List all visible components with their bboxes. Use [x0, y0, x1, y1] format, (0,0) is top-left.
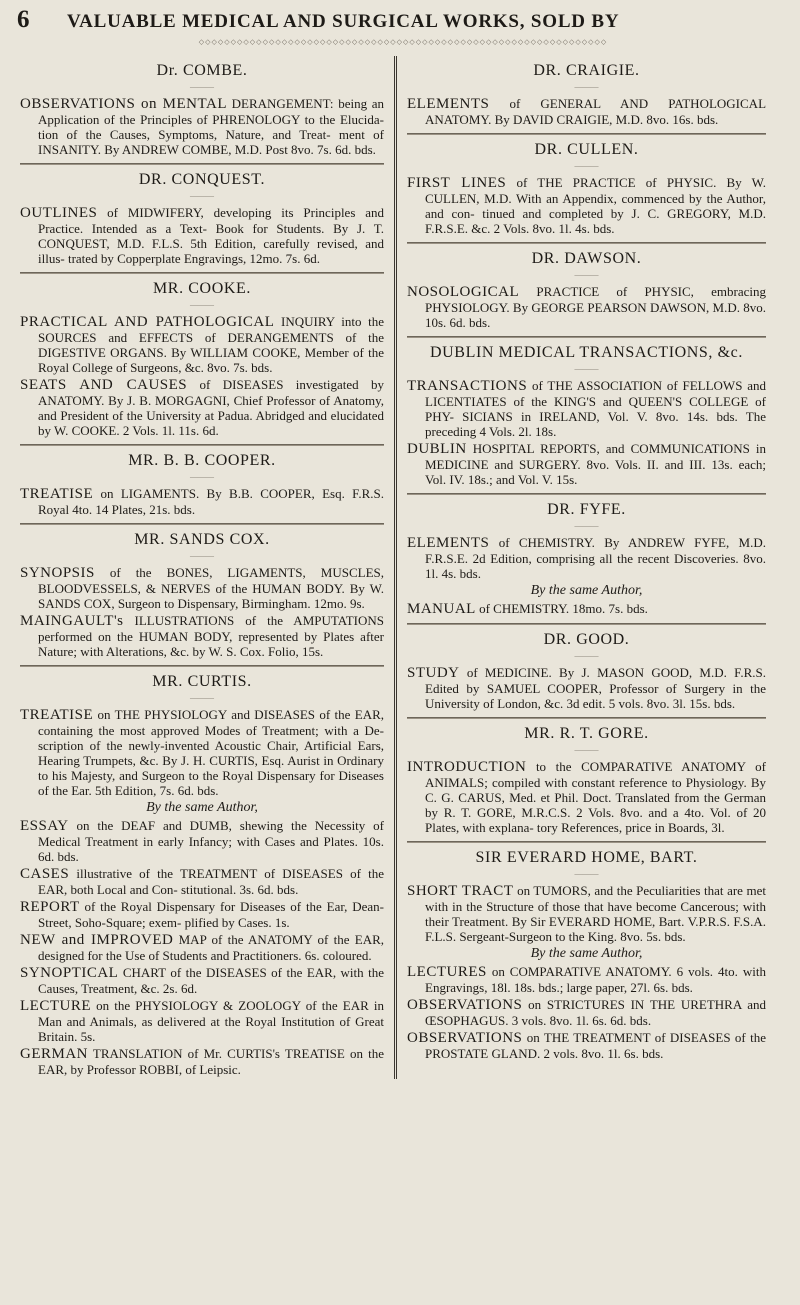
- section-divider: [407, 242, 766, 244]
- catalogue-entry: [20, 205, 384, 266]
- catalogue-entry: [407, 175, 766, 236]
- entry-description: on STRICTURES IN THE URETHRA and ŒSOPHAGUS. 3 vols. 8vo. 1l. 6s. 6d. bds.: [425, 997, 766, 1028]
- entry-title: TREATISE: [20, 707, 94, 723]
- heading-dash: ———: [190, 300, 214, 309]
- same-author-note: By the same Author,: [146, 800, 258, 815]
- columns: [14, 56, 782, 1079]
- entry-description: of THE PRACTICE of PHYSIC. By W. CULLEN, M.D. With an Appendix, commenced by the Author, and con- tinued and completed by J. C. GREGORY, M.D. F.R.S.E. &c. 2 Vols. 8vo. 1l. 4s. bds.: [425, 175, 766, 236]
- entry-title: NEW and IMPROVED: [20, 932, 174, 948]
- heading-dash: ———: [574, 270, 599, 279]
- section-divider: [407, 133, 766, 135]
- entry-description: on LIGAMENTS. By B.B. COOPER, Esq. F.R.S. Royal 4to. 14 Plates, 21s. bds.: [38, 486, 385, 517]
- entry-title: SHORT TRACT: [407, 883, 514, 899]
- entry-description: MAP of the ANATOMY of the EAR, designed for the Use of Students and Practitioners. 6s. coloured.: [38, 932, 385, 963]
- entry-description: DERANGEMENT: being an Application of the Principles of PHRENOLOGY to the Elucida- tion of the Causes, Symptoms, Nature, and Treat- ment of INSANITY. By ANDREW COMBE, M.D. Post 8vo. 7s. 6d. bds.: [38, 96, 384, 157]
- catalogue-entry: [407, 284, 766, 330]
- section-divider: [20, 444, 384, 446]
- author-heading: DR. FYFE.: [547, 501, 626, 518]
- left-column: [14, 56, 394, 1079]
- heading-dash: ———: [574, 161, 599, 170]
- catalogue-entry: [20, 486, 384, 517]
- page-number: 6: [17, 6, 30, 33]
- author-heading: DUBLIN MEDICAL TRANSACTIONS, &c.: [430, 344, 743, 361]
- author-heading: MR. CURTIS.: [152, 673, 252, 690]
- section-divider: [407, 841, 766, 843]
- entry-description: of the BONES, LIGAMENTS, MUSCLES, BLOODVESSELS, & NERVES of the HUMAN BODY. By W. SANDS COX, Surgeon to Dispensary, Birmingham. 12mo. 9s.: [38, 565, 384, 611]
- catalogue-entry: [407, 535, 766, 581]
- catalogue-entry: [407, 883, 766, 944]
- catalogue-entry: [20, 998, 384, 1044]
- entry-title: ESSAY: [20, 818, 69, 834]
- section-divider: [407, 717, 766, 719]
- section-divider: [407, 623, 766, 625]
- entry-title: OBSERVATIONS on MENTAL: [20, 96, 227, 112]
- catalogue-entry: [407, 96, 766, 127]
- entry-description: on COMPARATIVE ANATOMY. 6 vols. 4to. with Engravings, 18l. 18s. bds.; large paper, 27l. 6s. bds.: [425, 964, 766, 995]
- heading-dash: ———: [574, 364, 599, 373]
- heading-dash: ———: [574, 869, 599, 878]
- heading-dash: ———: [574, 521, 599, 530]
- entry-description: of DISEASES investigated by ANATOMY. By J. B. MORGAGNI, Chief Professor of Anatomy, and President of the University at Padua. Abridged and elucidated by W. COOKE. 2 Vols. 1l. 11s. 6d.: [38, 377, 385, 438]
- entry-title: PRACTICAL AND PATHOLOGICAL: [20, 314, 275, 330]
- entry-title: MANUAL: [407, 601, 476, 617]
- entry-title: TRANSACTIONS: [407, 378, 528, 394]
- entry-description: of THE ASSOCIATION of FELLOWS and LICENTIATES of the KING'S and QUEEN'S COLLEGE of PHY- SICIANS in IRELAND, Vol. V. 8vo. 14s. bds. The preceding 4 Vols. 2l. 18s.: [425, 378, 767, 439]
- entry-description: INQUIRY into the SOURCES and EFFECTS of DERANGEMENTS of the DIGESTIVE ORGANS. By WILLIAM COOKE, Member of the Royal College of Surgeons, &c. 8vo. 7s. bds.: [38, 314, 385, 375]
- entry-description: of the Royal Dispensary for Diseases of the Ear, Dean-Street, Soho-Square; exem- plified by Cases. 1s.: [38, 899, 384, 930]
- catalogue-entry: [20, 314, 384, 375]
- author-heading: MR. B. B. COOPER.: [128, 452, 276, 469]
- entry-title: SYNOPSIS: [20, 565, 95, 581]
- author-heading: DR. GOOD.: [543, 631, 630, 648]
- entry-description: on the DEAF and DUMB, shewing the Necessity of Medical Treatment in early Infancy; with Cases and Plates. 10s. 6d. bds.: [38, 818, 385, 864]
- catalogue-entry: [20, 965, 384, 996]
- ornamental-rule: ◇◇◇◇◇◇◇◇◇◇◇◇◇◇◇◇◇◇◇◇◇◇◇◇◇◇◇◇◇◇◇◇◇◇◇◇◇◇◇◇◇◇◇◇◇◇◇◇◇◇◇◇◇◇◇◇◇◇◇◇◇◇◇◇: [198, 38, 608, 46]
- entry-description: PRACTICE of PHYSIC, embracing PHYSIOLOGY. By GEORGE PEARSON DAWSON, M.D. 8vo. 10s. 6d. bds.: [425, 284, 766, 330]
- catalogue-entry: [20, 932, 384, 963]
- section-divider: [20, 272, 384, 274]
- catalogue-entry: [407, 759, 766, 835]
- catalogue-entry: [20, 707, 384, 798]
- catalogue-entry: [407, 441, 766, 487]
- entry-title: OUTLINES: [20, 205, 98, 221]
- entry-description: on TUMORS, and the Peculiarities that are met with in the Structure of those that have become Cancerous; with their Treatment. By Sir EVERARD HOME, Bart. V.P.R.S. F.S.A. F.L.S. Sergeant-Surgeon to the King. 8vo. 5s. bds.: [425, 883, 767, 944]
- section-divider: [407, 336, 766, 338]
- catalogue-entry: [20, 899, 384, 930]
- heading-dash: ———: [574, 651, 599, 660]
- catalogue-entry: [407, 601, 766, 617]
- entry-title: LECTURES: [407, 964, 487, 980]
- entry-description: CHART of the DISEASES of the EAR, with the Causes, Treatment, &c. 2s. 6d.: [38, 965, 385, 996]
- author-heading: MR. COOKE.: [152, 280, 251, 297]
- catalogue-entry: [20, 96, 384, 157]
- catalogue-entry: [407, 964, 766, 995]
- entry-title: GERMAN: [20, 1046, 89, 1062]
- entry-description: to the COMPARATIVE ANATOMY of ANIMALS; compiled with constant reference to Physiology. By C. G. CARUS, Med. et Phil. Doct. Translated from the German by R. T. GORE, M.R.C.S. 2 Vols. 8vo. and a 4to. Vol. of 20 Plates, with explana- tory References, price in Boards, 3l.: [425, 759, 766, 835]
- entry-description: of MEDICINE. By J. MASON GOOD, M.D. F.R.S. Edited by SAMUEL COOPER, Professor of Surgery in the University of London, &c. 3d edit. 5 vols. 8vo. 3l. 15s. bds.: [425, 665, 766, 711]
- author-heading: DR. CONQUEST.: [138, 171, 266, 188]
- entry-title: MAINGAULT's: [20, 613, 124, 629]
- same-author-note: By the same Author,: [530, 583, 643, 598]
- section-divider: [20, 523, 384, 525]
- entry-description: on THE PHYSIOLOGY and DISEASES of the EAR, containing the most approved Modes of Treatment; with a De- scription of the newly-invented Acoustic Chair, Artificial Ears, Hearing Trumpets, &c. By J. H. CURTIS, Esq. Aurist in Ordinary to his Majesty, and Surgeon to the Royal Dispensary for Diseases of the Ear. 5th Edition, 7s. 6d. bds.: [38, 707, 384, 798]
- entry-description: of CHEMISTRY. By ANDREW FYFE, M.D. F.R.S.E. 2d Edition, comprising all the recent Discoveries. 8vo. 1l. 4s. bds.: [425, 535, 767, 581]
- catalogue-entry: [20, 377, 384, 438]
- author-heading: DR. CRAIGIE.: [533, 62, 640, 79]
- catalogue-entry: [20, 1046, 384, 1077]
- catalogue-entry: [407, 665, 766, 711]
- heading-dash: ———: [574, 745, 599, 754]
- entry-description: HOSPITAL REPORTS, and COMMUNICATIONS in MEDICINE and SURGERY. 8vo. Vols. II. and III. 13s. each; Vol. IV. 18s.; and Vol. V. 15s.: [425, 441, 767, 487]
- entry-title: SYNOPTICAL: [20, 965, 119, 981]
- catalogue-entry: [407, 378, 766, 439]
- catalogue-entry: [407, 1030, 766, 1061]
- entry-title: CASES: [20, 866, 70, 882]
- entry-title: INTRODUCTION: [407, 759, 527, 775]
- entry-description: TRANSLATION of Mr. CURTIS's TREATISE on the EAR, by Professor ROBBI, of Leipsic.: [38, 1046, 384, 1077]
- section-divider: [20, 163, 384, 165]
- entry-title: DUBLIN: [407, 441, 467, 457]
- right-column: [394, 56, 774, 1079]
- entry-title: ELEMENTS: [407, 96, 490, 112]
- heading-dash: ———: [190, 472, 214, 481]
- heading-dash: ———: [574, 82, 599, 91]
- entry-title: LECTURE: [20, 998, 91, 1014]
- running-head: [14, 6, 782, 34]
- entry-description: illustrative of the TREATMENT of DISEASES of the EAR, both Local and Con- stitutional. 3s. 6d. bds.: [38, 866, 385, 897]
- entry-title: OBSERVATIONS: [407, 997, 523, 1013]
- entry-title: REPORT: [20, 899, 80, 915]
- entry-description: on THE TREATMENT of DISEASES of the PROSTATE GLAND. 2 vols. 8vo. 1l. 6s. bds.: [425, 1030, 767, 1061]
- author-heading: DR. CULLEN.: [534, 141, 639, 158]
- entry-title: STUDY: [407, 665, 460, 681]
- heading-dash: ———: [190, 191, 214, 200]
- section-divider: [407, 493, 766, 495]
- author-heading: MR. SANDS COX.: [134, 531, 270, 548]
- author-heading: MR. R. T. GORE.: [524, 725, 649, 742]
- heading-dash: ———: [190, 693, 214, 702]
- author-heading: Dr. COMBE.: [156, 62, 248, 79]
- catalogue-entry: [20, 866, 384, 897]
- entry-description: of CHEMISTRY. 18mo. 7s. bds.: [479, 601, 648, 616]
- author-heading: SIR EVERARD HOME, BART.: [475, 849, 698, 866]
- entry-title: FIRST LINES: [407, 175, 507, 191]
- catalogue-entry: [20, 565, 384, 611]
- entry-description: of MIDWIFERY, developing its Principles and Practice. Intended as a Text- Book for Students. By J. T. CONQUEST, M.D. F.L.S. 5th Edition, carefully revised, and illus- trated by Copperplate Engravings, 12mo. 7s. 6d.: [38, 205, 384, 266]
- catalogue-entry: [20, 818, 384, 864]
- entry-description: ILLUSTRATIONS of the AMPUTATIONS performed on the HUMAN BODY, represented by Plates after Nature; with Alterations, &c. by W. S. Cox. Folio, 15s.: [38, 613, 384, 659]
- entry-title: OBSERVATIONS: [407, 1030, 523, 1046]
- author-heading: DR. DAWSON.: [531, 250, 642, 267]
- entry-title: SEATS AND CAUSES: [20, 377, 188, 393]
- entry-description: on the PHYSIOLOGY & ZOOLOGY of the EAR in Man and Animals, as delivered at the Royal Institution of Great Britain. 5s.: [38, 998, 384, 1044]
- entry-title: NOSOLOGICAL: [407, 284, 520, 300]
- entry-title: TREATISE: [20, 486, 94, 502]
- section-divider: [20, 665, 384, 667]
- entry-title: ELEMENTS: [407, 535, 490, 551]
- catalogue-entry: [20, 613, 384, 659]
- heading-dash: ———: [190, 82, 214, 91]
- catalogue-entry: [407, 997, 766, 1028]
- same-author-note: By the same Author,: [530, 946, 643, 961]
- running-title: VALUABLE MEDICAL AND SURGICAL WORKS, SOLD BY: [67, 11, 620, 32]
- entry-description: of GENERAL AND PATHOLOGICAL ANATOMY. By DAVID CRAIGIE, M.D. 8vo. 16s. bds.: [425, 96, 767, 127]
- heading-dash: ———: [190, 551, 214, 560]
